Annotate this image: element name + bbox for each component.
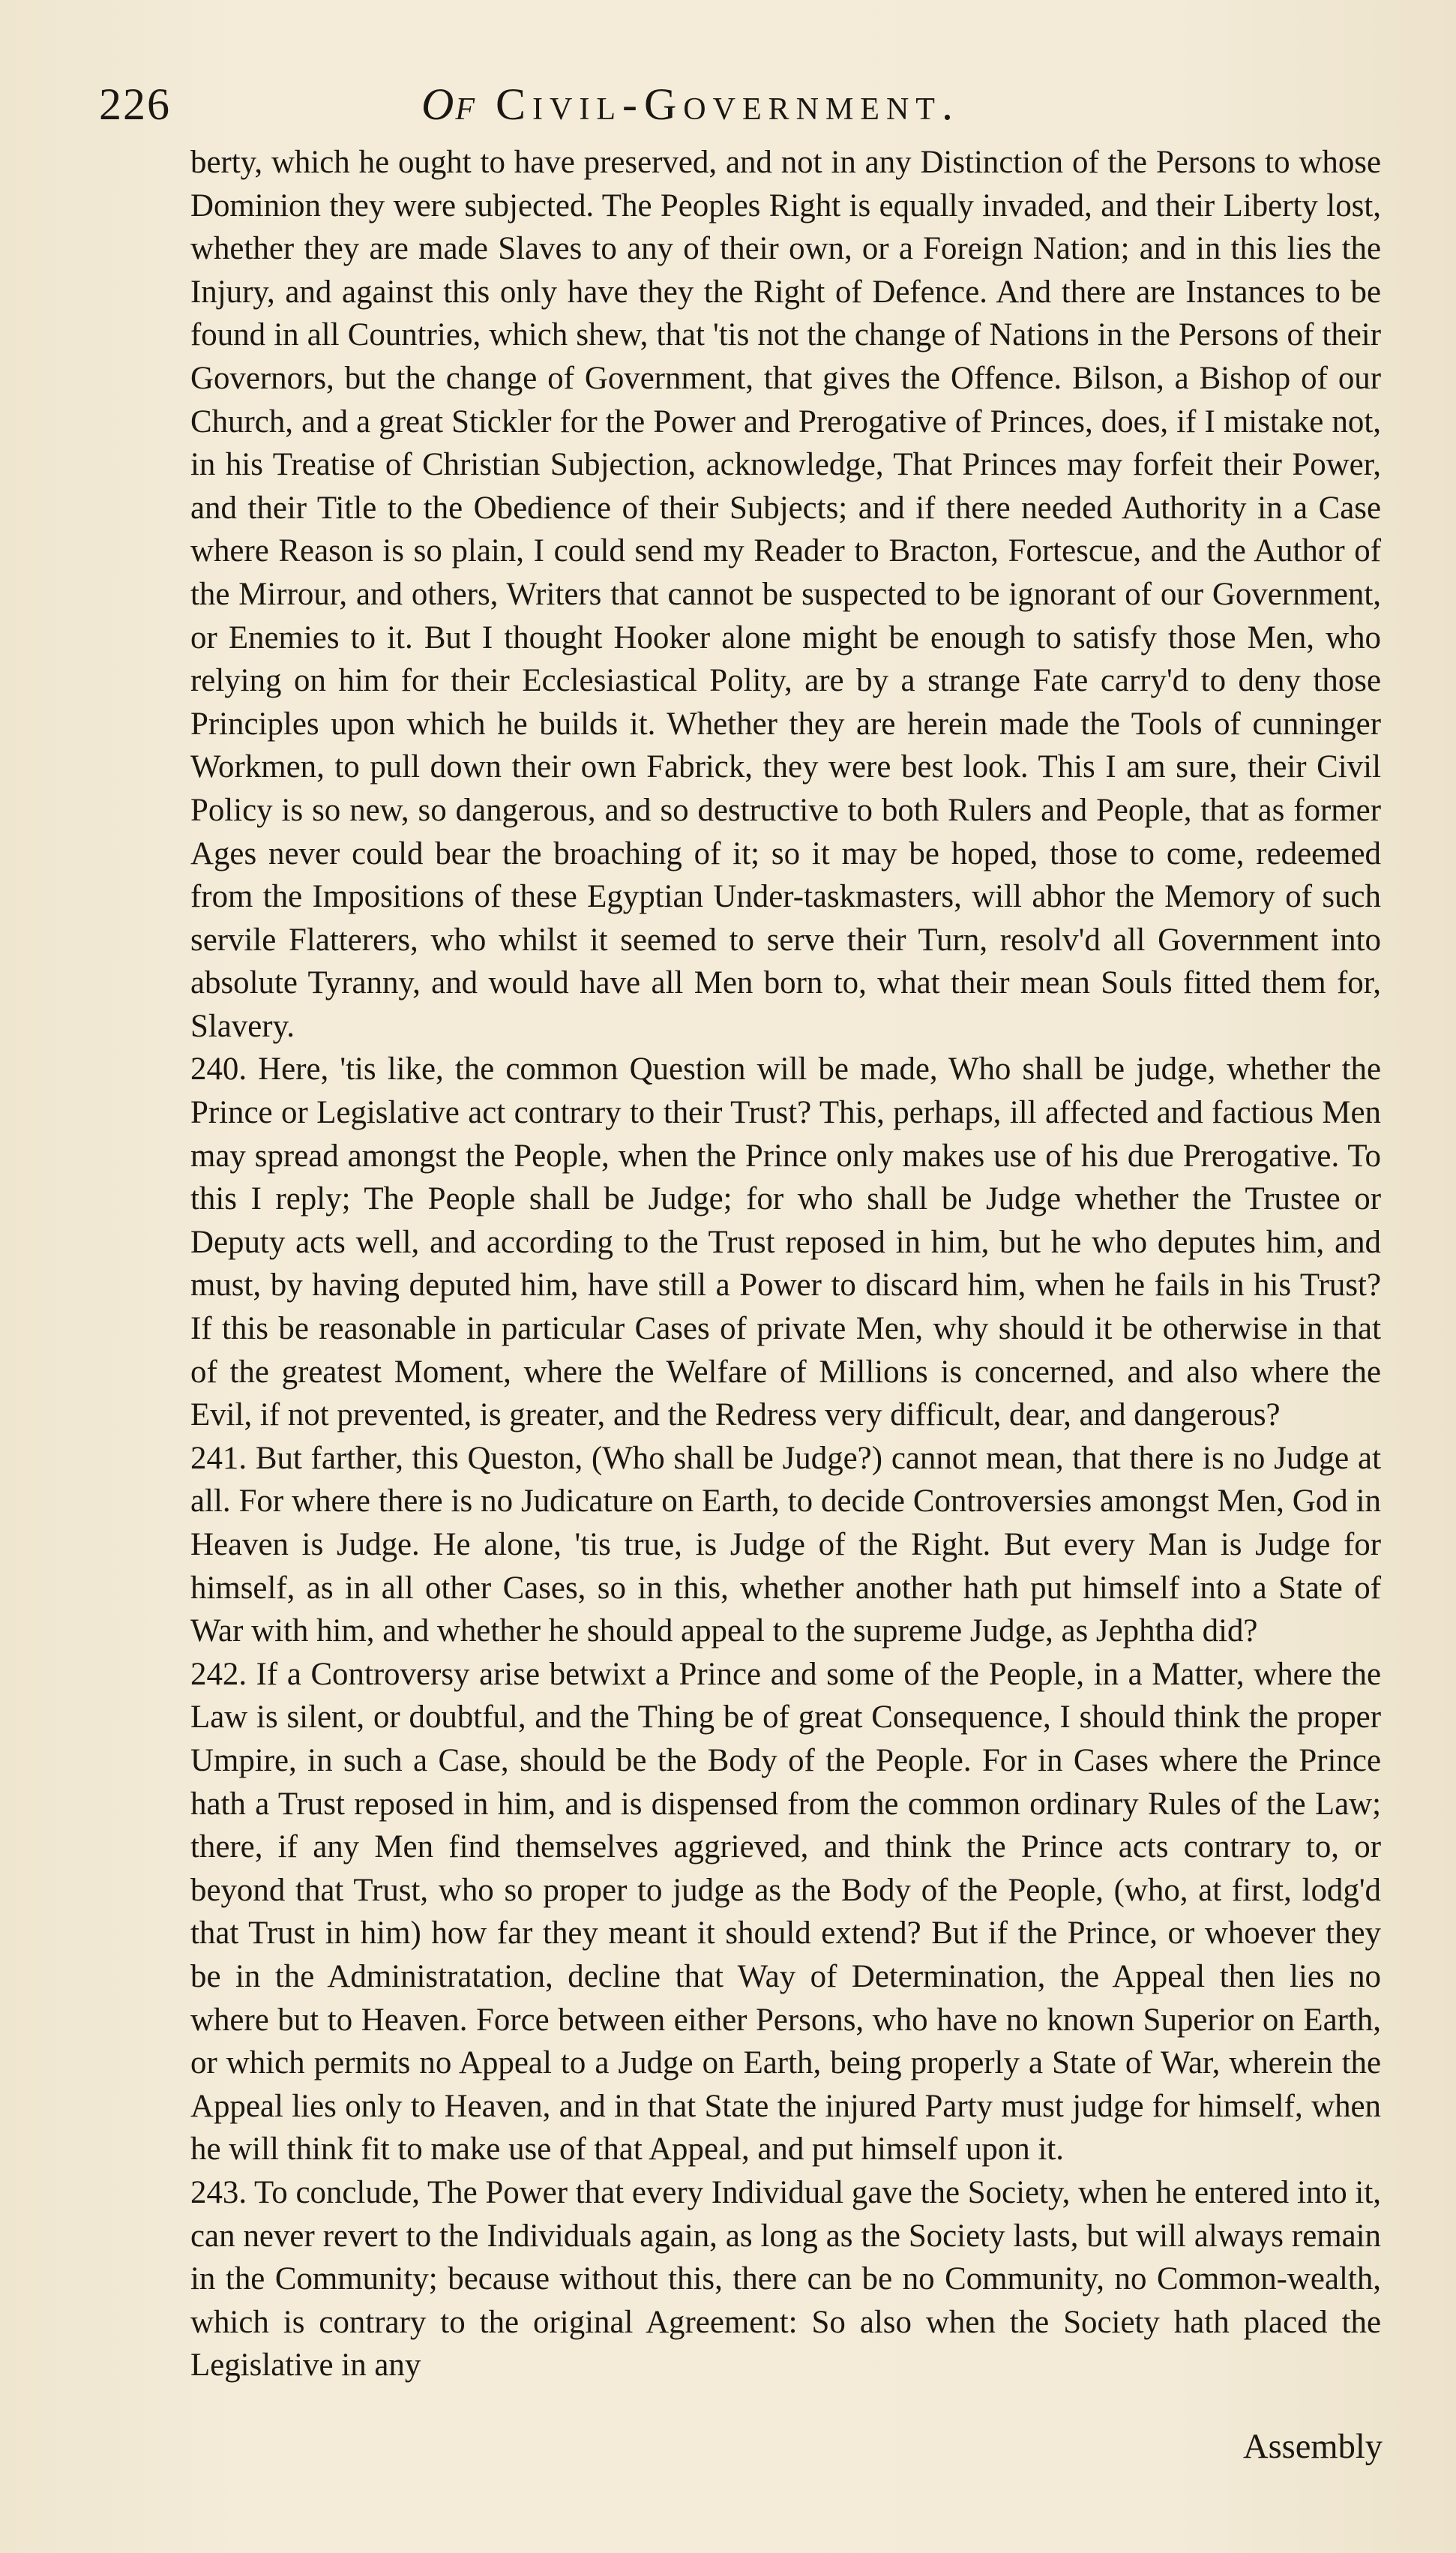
catchword: Assembly xyxy=(1243,2428,1383,2466)
paragraph-continuation: berty, which he ought to have preserved, and not in any Distinction of the Persons to whose Dominion they were subjected. The Peoples Right is equally invaded, and their Liberty lost, whether they are made Slaves to any of their own, or a Foreign Nation; and in this lies the Injury, and against this only have they the Right of Defence. And there are Instances to be found in all Countries, which shew, that 'tis not the change of Nations in the Persons of their Governors, but the change of Government, that gives the Offence. Bilson, a Bishop of our Church, and a great Stickler for the Power and Prerogative of Princes, does, if I mistake not, in his Treatise of Christian Subjection, acknowledge, That Princes may forfeit their Power, and their Title to the Obedience of their Subjects; and if there needed Authority in a Case where Reason is so plain, I could send my Reader to Bracton, Fortescue, and the Author of the Mirrour, and others, Writers that cannot be suspected to be ignorant of our Government, or Enemies to it. But I thought Hooker alone might be enough to satisfy those Men, who relying on him for their Ecclesiastical Polity, are by a strange Fate carry'd to deny those Principles upon which he builds it. Whether they are herein made the Tools of cunninger Workmen, to pull down their own Fabrick, they were best look. This I am sure, their Civil Policy is so new, so dangerous, and so destructive to both Rulers and People, that as former Ages never could bear the broaching of it; so it may be hoped, those to come, redeemed from the Impositions of these Egyptian Under-taskmasters, will abhor the Memory of such servile Flatterers, who whilst it seemed to serve their Turn, resolv'd all Government into absolute Tyranny, and would have all Men born to, what their mean Souls fitted them for, Slavery. xyxy=(190,145,1381,1044)
running-title xyxy=(421,72,960,136)
page-number: 226 xyxy=(99,80,171,129)
paragraph-242: 242. If a Controversy arise betwixt a Prince and some of the People, in a Matter, where the Law is silent, or doubtful, and the Thing be of great Consequence, I should think the proper Umpire, in such a Case, should be the Body of the People. For in Cases where the Prince hath a Trust reposed in him, and is dispensed from the common ordinary Rules of the Law; there, if any Men find themselves aggrieved, and think the Prince acts contrary to, or beyond that Trust, who so proper to judge as the Body of the People, (who, at first, lodg'd that Trust in him) how far they meant it should extend? But if the Prince, or whoever they be in the Administratation, decline that Way of Determination, the Appeal then lies no where but to Heaven. Force between either Persons, who have no known Superior on Earth, or which permits no Appeal to a Judge on Earth, being properly a State of War, wherein the Appeal lies only to Heaven, and in that State the injured Party must judge for himself, when he will think fit to make use of that Appeal, and put himself upon it. xyxy=(190,1656,1381,2168)
running-title-of: Of xyxy=(421,80,476,129)
paragraph-240: 240. Here, 'tis like, the common Question will be made, Who shall be judge, whether the Prince or Legislative act contrary to their Trust? This, perhaps, ill affected and factious Men may spread amongst the People, when the Prince only makes use of his due Prerogative. To this I reply; The People shall be Judge; for who shall be Judge whether the Trustee or Deputy acts well, and according to the Trust reposed in him, but he who deputes him, and must, by having deputed him, have still a Power to discard him, when he fails in his Trust? If this be reasonable in particular Cases of private Men, why should it be otherwise in that of the greatest Moment, where the Welfare of Millions is concerned, and also where the Evil, if not prevented, is greater, and the Redress very difficult, dear, and dangerous? xyxy=(190,1052,1381,1433)
body-text xyxy=(190,141,1381,2387)
paragraph-243: 243. To conclude, The Power that every Individual gave the Society, when he entered into it, can never revert to the Individuals again, as long as the Society lasts, but will always remain in the Community; because without this, there can be no Community, no Common-wealth, which is contrary to the original Agreement: So also when the Society hath placed the Legislative in any xyxy=(190,2174,1381,2384)
paragraph-241: 241. But farther, this Queston, (Who shall be Judge?) cannot mean, that there is no Judge at all. For where there is no Judicature on Earth, to decide Controversies amongst Men, God in Heaven is Judge. He alone, 'tis true, is Judge of the Right. But every Man is Judge for himself, as in all other Cases, so in this, whether another hath put himself into a State of War with him, and whether he should appeal to the supreme Judge, as Jephtha did? xyxy=(190,1440,1381,1649)
running-title-text: Civil-Government. xyxy=(496,80,960,129)
page-header xyxy=(99,72,1381,136)
